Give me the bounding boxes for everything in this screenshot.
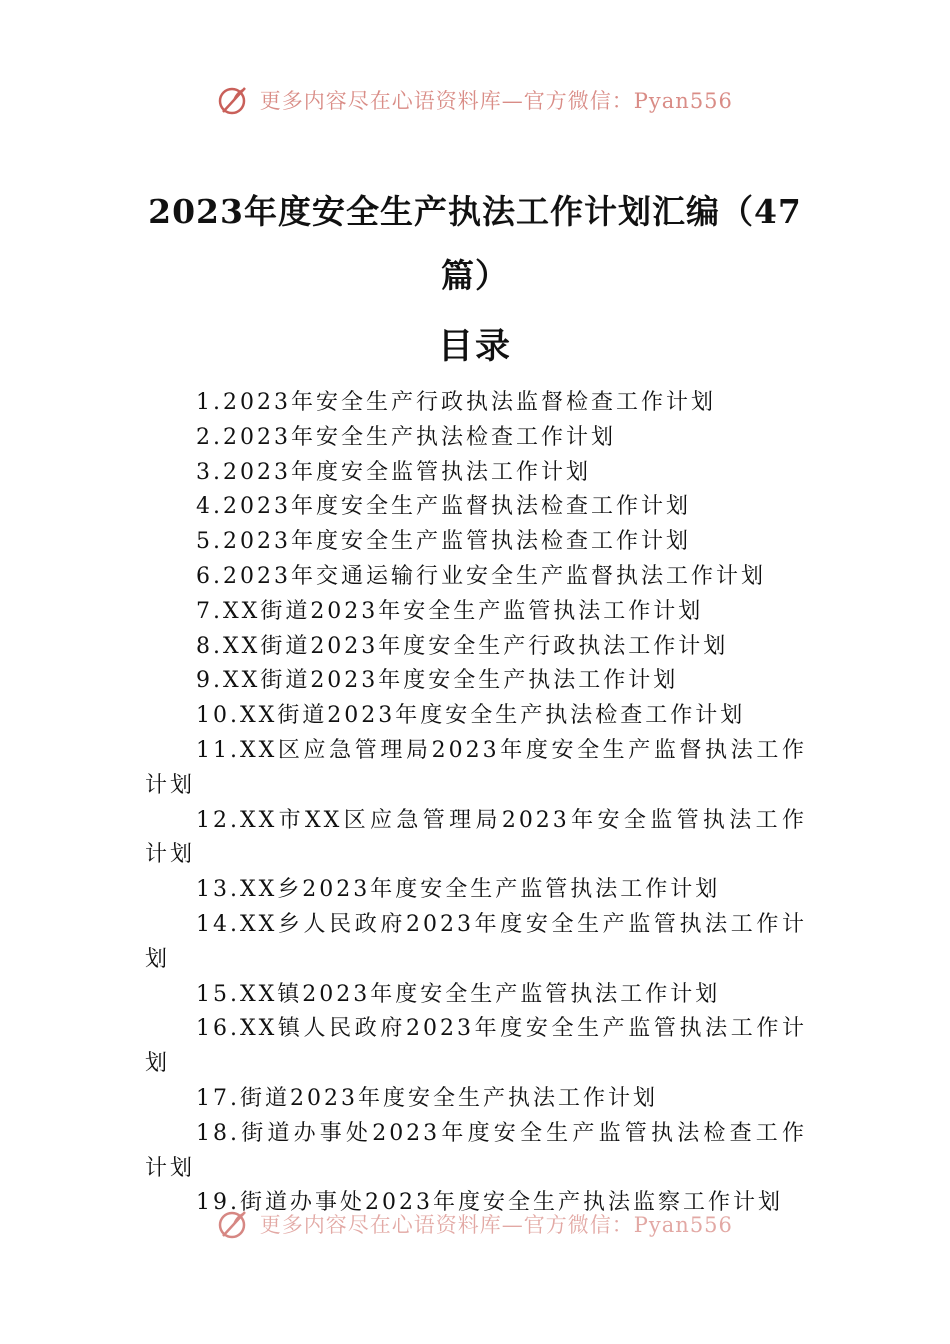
toc-item[interactable]: 3.2023年度安全监管执法工作计划	[196, 459, 591, 485]
toc-item[interactable]: 13.XX乡2023年度安全生产监管执法工作计划	[196, 877, 721, 903]
toc-item[interactable]: 9.XX街道2023年度安全生产执法工作计划	[196, 668, 679, 694]
watermark-text: 更多内容尽在心语资料库—官方微信：Pyan556	[259, 1213, 733, 1237]
watermark-footer	[0, 1208, 950, 1240]
toc-item[interactable]: 5.2023年度安全生产监管执法检查工作计划	[196, 529, 691, 555]
document-title: 2023年度安全生产执法工作计划汇编（47篇）	[148, 192, 802, 295]
table-of-contents	[145, 386, 807, 1221]
watermark-text: 更多内容尽在心语资料库—官方微信：Pyan556	[259, 89, 733, 113]
toc-item[interactable]: 12.XX市XX区应急管理局2023年安全监管执法工作计划	[145, 807, 807, 868]
toc-item[interactable]: 10.XX街道2023年度安全生产执法检查工作计划	[196, 703, 746, 729]
watermark-header	[0, 84, 950, 116]
toc-item[interactable]: 6.2023年交通运输行业安全生产监督执法工作计划	[196, 563, 766, 589]
quill-logo-icon	[217, 84, 249, 116]
toc-item[interactable]: 8.XX街道2023年度安全生产行政执法工作计划	[196, 633, 729, 659]
toc-item[interactable]: 2.2023年安全生产执法检查工作计划	[196, 424, 616, 450]
toc-item[interactable]: 11.XX区应急管理局2023年度安全生产监督执法工作计划	[145, 737, 807, 798]
toc-item[interactable]: 1.2023年安全生产行政执法监督检查工作计划	[196, 390, 716, 415]
toc-item[interactable]: 16.XX镇人民政府2023年度安全生产监管执法工作计划	[145, 1016, 807, 1077]
toc-item[interactable]: 19.街道办事处2023年度安全生产执法监察工作计划	[196, 1190, 783, 1216]
toc-item[interactable]: 7.XX街道2023年安全生产监管执法工作计划	[196, 598, 704, 624]
toc-item[interactable]: 18.街道办事处2023年度安全生产监管执法检查工作计划	[145, 1120, 807, 1181]
toc-heading: 目录	[437, 326, 512, 367]
toc-item[interactable]: 4.2023年度安全生产监督执法检查工作计划	[196, 494, 691, 520]
toc-item[interactable]: 14.XX乡人民政府2023年度安全生产监管执法工作计划	[145, 911, 807, 972]
toc-item[interactable]: 15.XX镇2023年度安全生产监管执法工作计划	[196, 981, 721, 1007]
quill-logo-icon	[217, 1208, 249, 1240]
toc-item[interactable]: 17.街道2023年度安全生产执法工作计划	[196, 1085, 658, 1111]
